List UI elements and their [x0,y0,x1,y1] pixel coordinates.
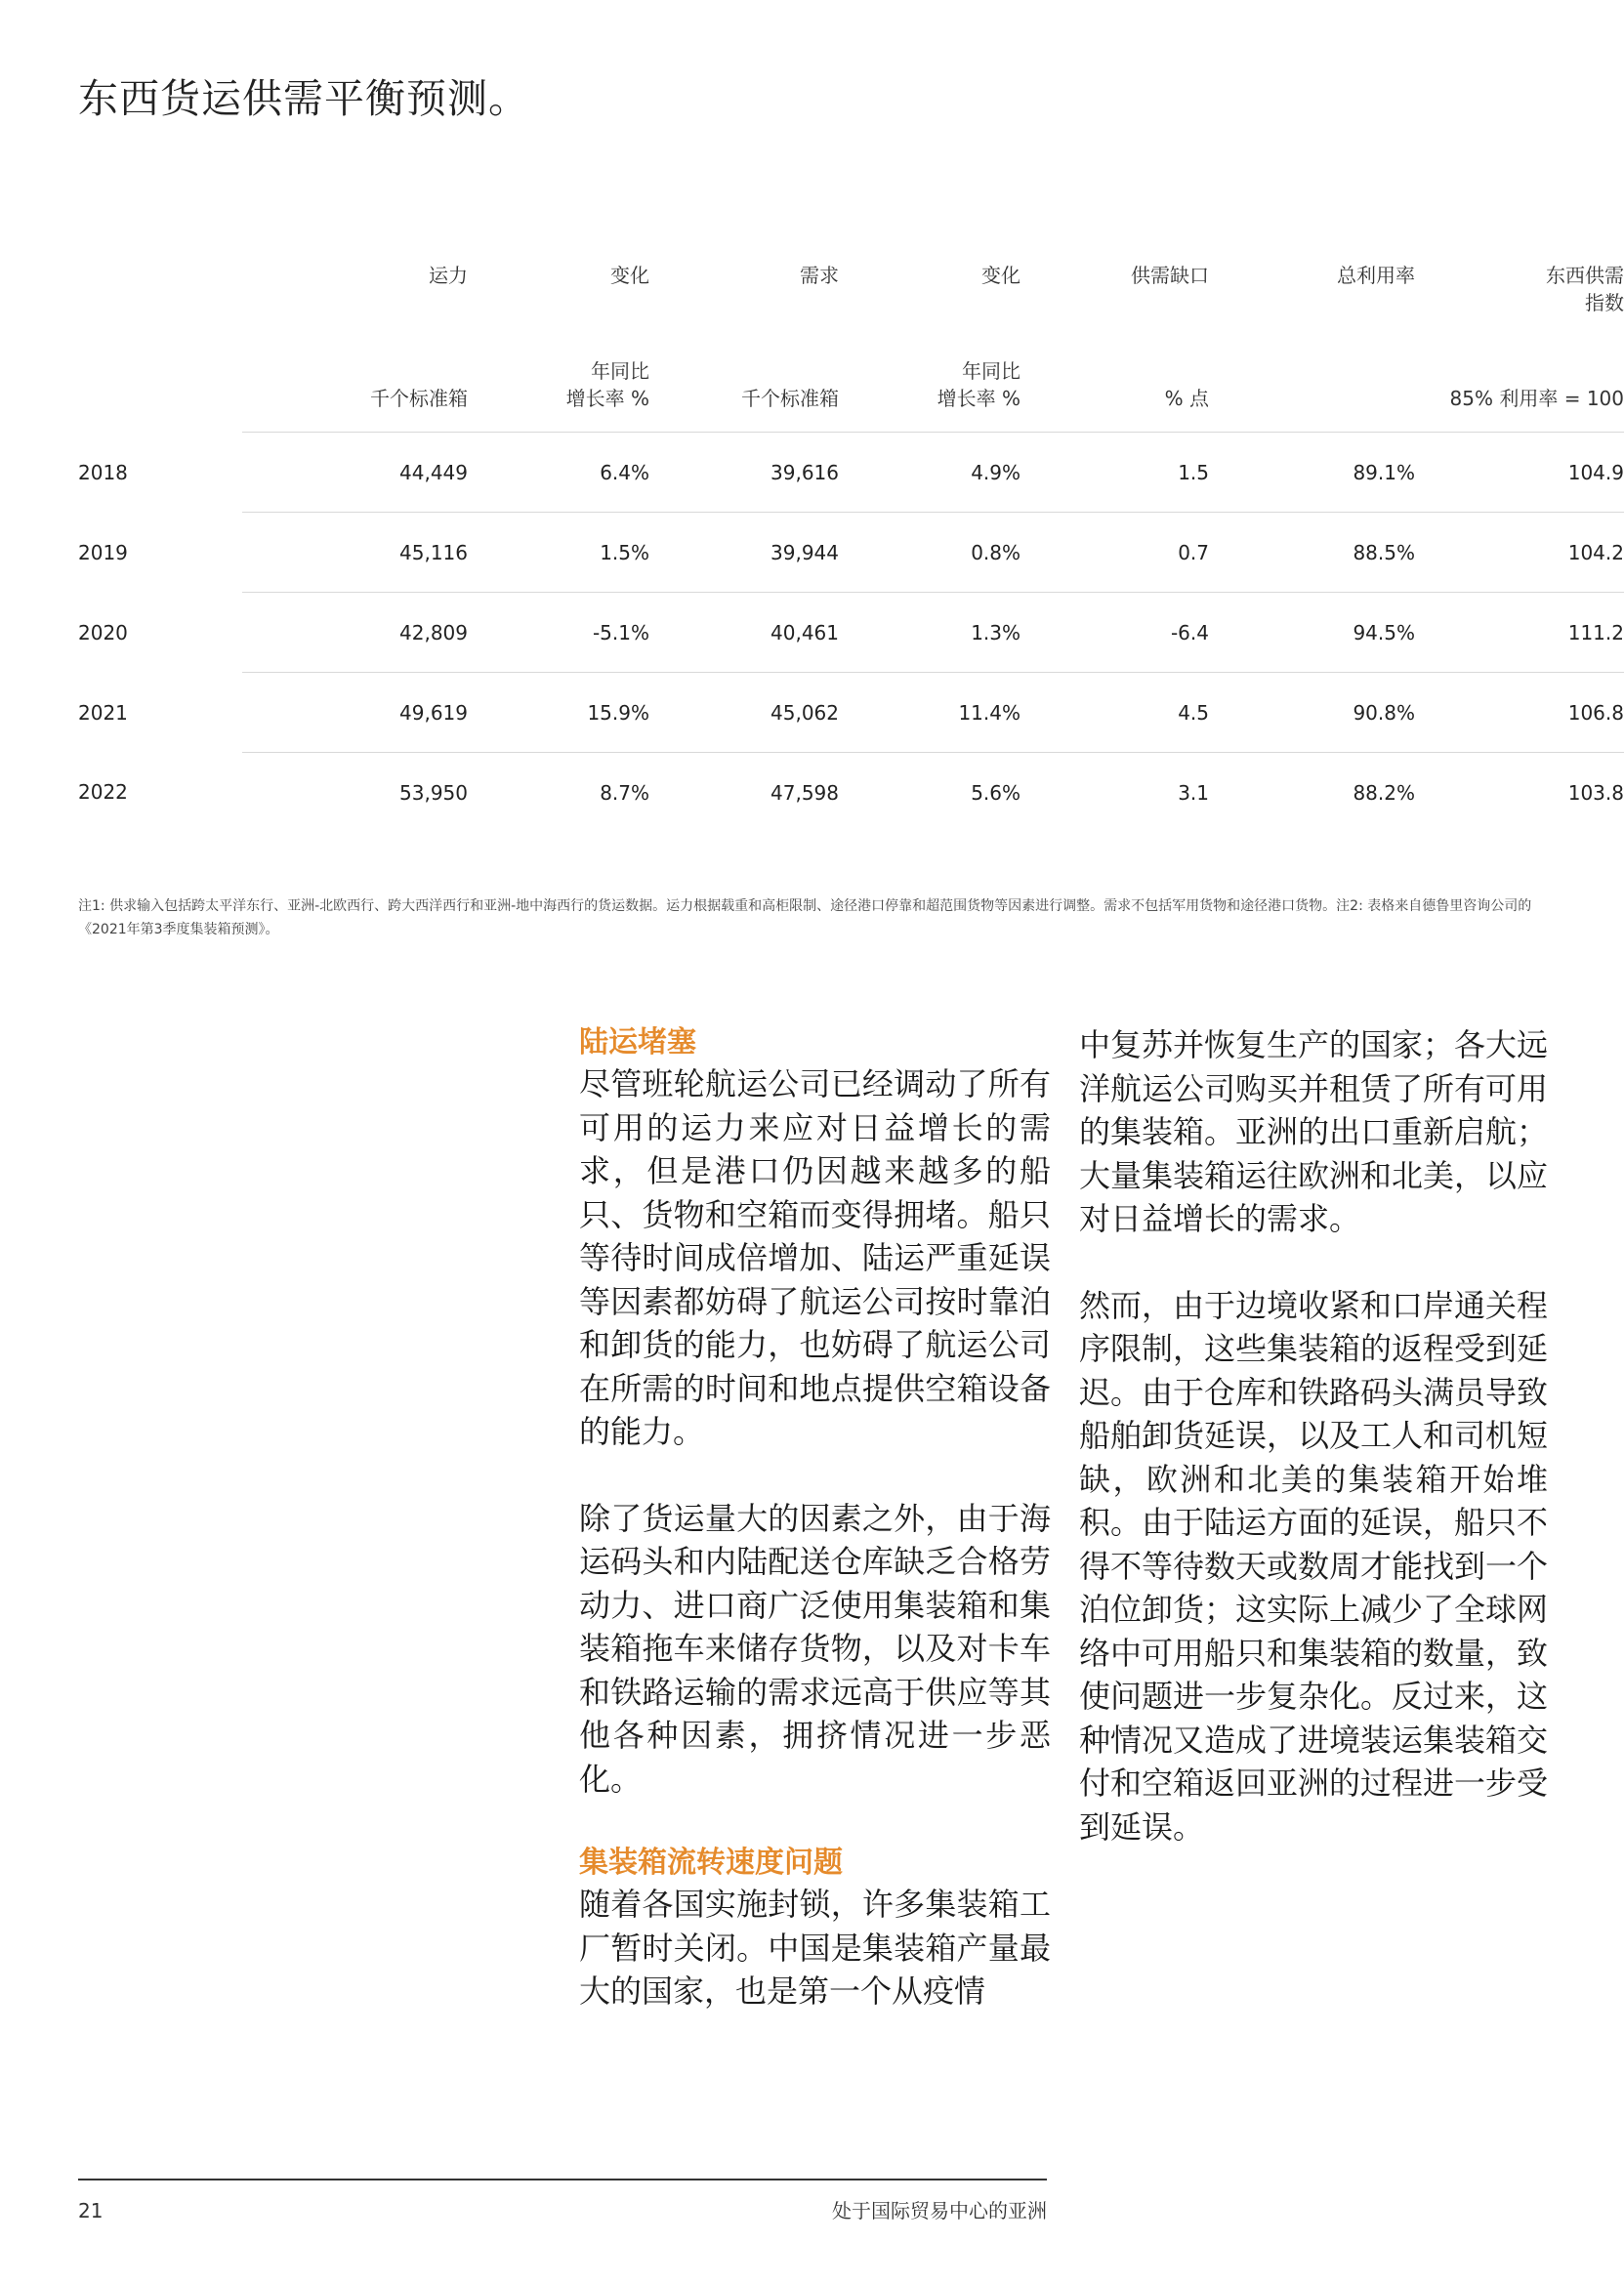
cell-utilization: 94.5% [1209,593,1415,673]
cell-utilization: 90.8% [1209,673,1415,753]
body-paragraph: 然而，由于边境收紧和口岸通关程序限制，这些集装箱的返程受到延迟。由于仓库和铁路码头满员导致船舶卸货延误，以及工人和司机短缺，欧洲和北美的集装箱开始堆积。由于陆运方面的延误，船只不得不等待数天或数周才能找到一个泊位卸货；这实际上减少了全球网络中可用船只和集装箱的数量，致使问题进一步复杂化。反过来，这种情况又造成了进境装运集装箱交付和空箱返回亚洲的过程进一步受到延误。 [1079,1286,1549,1846]
unit-capacity: 千个标准箱 [242,344,468,433]
article-column-left [579,1023,1051,2014]
unit-index: 85% 利用率 = 100 [1415,344,1624,433]
cell-capacity: 53,950 [242,753,468,833]
cell-gap: 3.1 [1020,753,1209,833]
cell-demand: 47,598 [649,753,839,833]
cell-gap: 4.5 [1020,673,1209,753]
body-paragraph: 除了货运量大的因素之外，由于海运码头和内陆配送仓库缺乏合格劳动力、进口商广泛使用集装箱和集装箱拖车来储存货物，以及对卡车和铁路运输的需求远高于供应等其他各种因素，拥挤情况进一步恶化。 [579,1499,1051,1798]
article-column-right [1079,1023,1548,1848]
table-row [78,513,1624,593]
section-heading-land-congestion: 陆运堵塞 [579,1025,696,1059]
body-paragraph: 尽管班轮航运公司已经调动了所有可用的运力来应对日益增长的需求，但是港口仍因越来越多的船只、货物和空箱而变得拥堵。船只等待时间成倍增加、陆运严重延误等因素都妨碍了航运公司按时靠泊和卸货的能力，也妨碍了航运公司在所需的时间和地点提供空箱设备的能力。 [579,1065,1051,1450]
cell-demand-change: 1.3% [839,593,1020,673]
cell-index: 104.2 [1415,513,1624,593]
page-title: 东西货运供需平衡预测。 [78,75,529,122]
cell-demand-change: 0.8% [839,513,1020,593]
cell-capacity-change: 8.7% [468,753,649,833]
cell-capacity-change: 6.4% [468,433,649,513]
unit-capacity-change: 年同比 增长率 % [468,344,649,433]
unit-year [78,344,242,433]
cell-capacity: 49,619 [242,673,468,753]
header-capacity: 运力 [429,264,468,287]
header-index: 东西供需 指数 [1546,264,1624,314]
header-utilization: 总利用率 [1337,264,1415,287]
cell-demand: 39,616 [649,433,839,513]
header-year [78,262,242,344]
body-paragraph: 随着各国实施封锁，许多集装箱工厂暂时关闭。中国是集装箱产量最大的国家，也是第一个从疫情 [579,1886,1051,2010]
cell-gap: 1.5 [1020,433,1209,513]
header-gap: 供需缺口 [1131,264,1209,287]
cell-year: 2021 [78,700,128,725]
cell-capacity: 42,809 [242,593,468,673]
unit-demand-change: 年同比 增长率 % [839,344,1020,433]
cell-demand-change: 5.6% [839,753,1020,833]
supply-demand-table [78,262,1624,832]
unit-demand: 千个标准箱 [649,344,839,433]
cell-index: 111.2 [1415,593,1624,673]
cell-capacity-change: -5.1% [468,593,649,673]
table-footnote: 注1: 供求输入包括跨太平洋东行、亚洲-北欧西行、跨大西洋西行和亚洲-地中海西行的货运数据。运力根据载重和高柜限制、途径港口停靠和超范围货物等因素进行调整。需求不包括军用货物和途径港口货物。注2: 表格来自德鲁里咨询公司的《2021年第3季度集装箱预测》。 [78,898,1532,937]
cell-demand: 40,461 [649,593,839,673]
cell-capacity: 45,116 [242,513,468,593]
cell-utilization: 89.1% [1209,433,1415,513]
cell-demand-change: 11.4% [839,673,1020,753]
body-paragraph: 中复苏并恢复生产的国家；各大远洋航运公司购买并租赁了所有可用的集装箱。亚洲的出口重新启航；大量集装箱运往欧洲和北美，以应对日益增长的需求。 [1079,1026,1549,1237]
header-demand: 需求 [800,264,839,287]
cell-index: 104.9 [1415,433,1624,513]
table-row [78,673,1624,753]
unit-utilization [1209,344,1415,433]
cell-year: 2022 [78,780,128,805]
table-row [78,433,1624,513]
supply-demand-table-wrapper [78,262,1624,832]
header-demand-change: 变化 [981,264,1020,287]
unit-gap: % 点 [1020,344,1209,433]
page-number: 21 [78,2199,104,2222]
cell-year: 2018 [78,460,128,484]
cell-capacity-change: 15.9% [468,673,649,753]
cell-capacity-change: 1.5% [468,513,649,593]
footer-divider [78,2179,1047,2180]
cell-utilization: 88.5% [1209,513,1415,593]
cell-year: 2019 [78,540,128,564]
cell-gap: -6.4 [1020,593,1209,673]
cell-demand-change: 4.9% [839,433,1020,513]
footer-publication-title: 处于国际贸易中心的亚洲 [832,2199,1047,2222]
table-row [78,753,1624,833]
section-heading-container-turnover: 集装箱流转速度问题 [579,1846,843,1880]
cell-index: 106.8 [1415,673,1624,753]
header-capacity-change: 变化 [610,264,649,287]
cell-index: 103.8 [1415,753,1624,833]
cell-year: 2020 [78,620,128,644]
cell-capacity: 44,449 [242,433,468,513]
table-units-row [78,344,1624,433]
cell-demand: 39,944 [649,513,839,593]
table-row [78,593,1624,673]
table-header-row [78,262,1624,344]
cell-gap: 0.7 [1020,513,1209,593]
cell-demand: 45,062 [649,673,839,753]
cell-utilization: 88.2% [1209,753,1415,833]
